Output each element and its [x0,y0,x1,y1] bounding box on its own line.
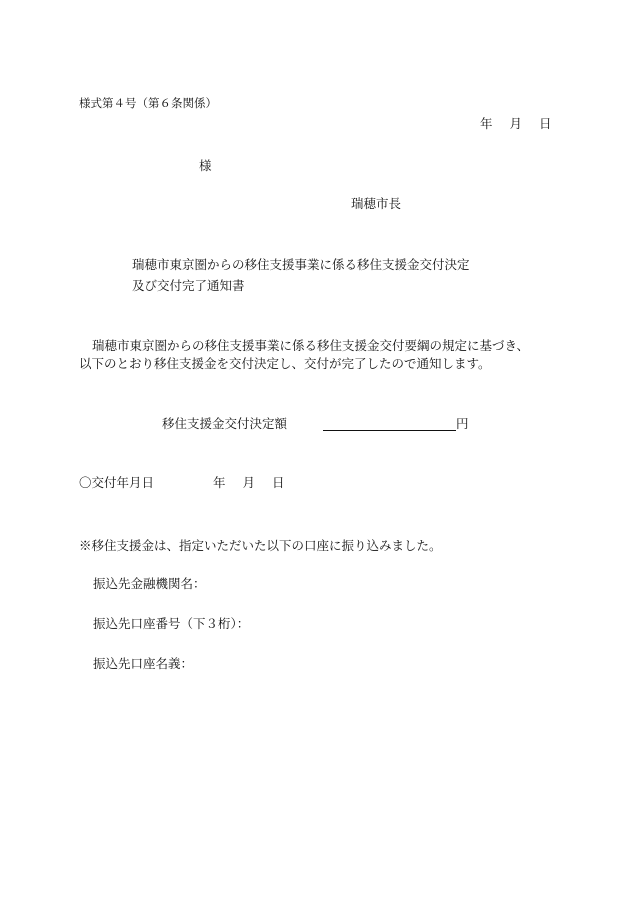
addressee-suffix: 様 [199,158,212,173]
transfer-note: ※移住支援金は、指定いただいた以下の口座に振り込みました。 [79,538,442,553]
account-number-label: 振込先口座番号（下３桁）： [93,616,250,631]
amount-label: 移住支援金交付決定額 [162,416,288,431]
account-name-label: 振込先口座名義： [93,656,194,671]
grant-date [213,477,285,490]
issue-date-year: 年 [480,116,493,131]
issuer: 瑞穂市長 [351,196,402,211]
grant-date-day: 日 [272,475,285,490]
grant-date-year: 年 [213,475,226,490]
amount-blank-line [323,430,456,431]
body-text-line2: 以下のとおり移住支援金を交付決定し、交付が完了したので通知します。 [79,356,491,371]
document-title-line2: 及び交付完了通知書 [132,278,245,293]
grant-date-label: 〇交付年月日 [79,475,155,490]
amount-unit: 円 [456,416,469,431]
grant-date-month: 月 [242,475,256,490]
form-number: 様式第４号（第６条関係） [79,96,217,110]
issue-date-day: 日 [539,116,552,131]
bank-name-label: 振込先金融機関名： [93,576,206,591]
issue-date-month: 月 [509,116,523,131]
body-text-line1: 瑞穂市東京圏からの移住支援事業に係る移住支援金交付要綱の規定に基づき、 [92,338,530,353]
issue-date [480,118,552,131]
document-title-line1: 瑞穂市東京圏からの移住支援事業に係る移住支援金交付決定 [132,257,470,272]
